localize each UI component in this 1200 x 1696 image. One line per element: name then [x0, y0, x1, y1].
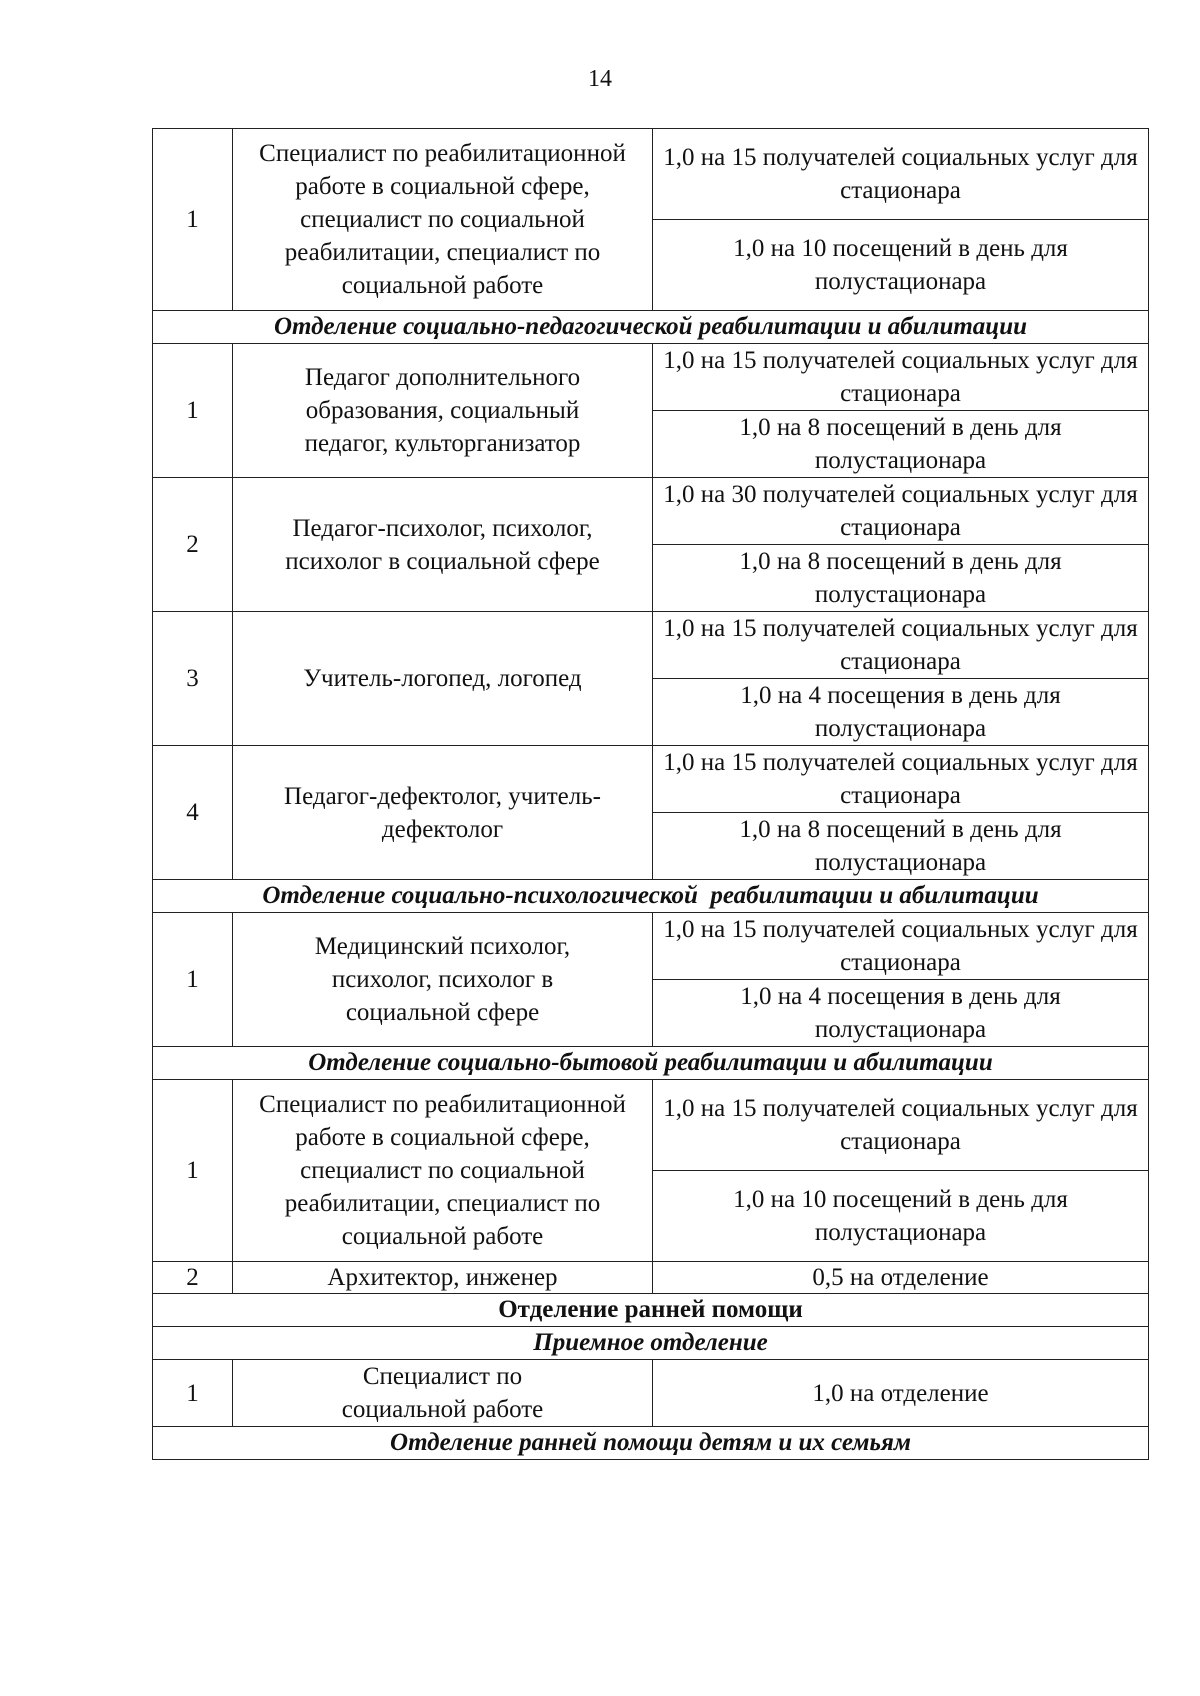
row-number: 2 [153, 1262, 233, 1294]
table-row [153, 1080, 1149, 1171]
section-header [153, 311, 1149, 344]
section-header [153, 1294, 1149, 1327]
table-row [153, 129, 1149, 220]
norm-cell: 1,0 на 8 посещений в день для полустационара [653, 545, 1149, 612]
position-cell: Специалист по социальной работе [233, 1360, 653, 1427]
section-title: Отделение ранней помощи [153, 1294, 1149, 1327]
section-title: Отделение социально-педагогической реабилитации и абилитации [153, 311, 1149, 344]
section-title: Приемное отделение [153, 1327, 1149, 1360]
position-cell: Педагог-психолог, психолог, психолог в социальной сфере [233, 478, 653, 612]
section-header [153, 880, 1149, 913]
table-row [153, 344, 1149, 411]
section-title: Отделение ранней помощи детям и их семьям [153, 1427, 1149, 1460]
position-cell: Специалист по реабилитационной работе в социальной сфере, специалист по социальной реабилитации, специалист по социальной работе [233, 1080, 653, 1262]
section-title: Отделение социально-психологической реабилитации и абилитации [153, 880, 1149, 913]
position-cell: Педагог-дефектолог, учитель-дефектолог [233, 746, 653, 880]
position-cell: Специалист по реабилитационной работе в социальной сфере, специалист по социальной реабилитации, специалист по социальной работе [233, 129, 653, 311]
staffing-table [152, 128, 1149, 1460]
position-cell: Архитектор, инженер [233, 1262, 653, 1294]
table-row [153, 1360, 1149, 1427]
position-cell: Медицинский психолог, психолог, психолог в социальной сфере [233, 913, 653, 1047]
norm-cell: 1,0 на 4 посещения в день для полустационара [653, 679, 1149, 746]
norm-cell: 1,0 на 4 посещения в день для полустационара [653, 980, 1149, 1047]
table-row [153, 478, 1149, 545]
norm-cell: 1,0 на 15 получателей социальных услуг для стационара [653, 344, 1149, 411]
position-cell: Педагог дополнительного образования, социальный педагог, культорганизатор [233, 344, 653, 478]
section-header [153, 1047, 1149, 1080]
section-header [153, 1327, 1149, 1360]
row-number: 1 [153, 1360, 233, 1427]
row-number: 1 [153, 1080, 233, 1262]
position-cell: Учитель-логопед, логопед [233, 612, 653, 746]
norm-cell: 1,0 на 8 посещений в день для полустационара [653, 813, 1149, 880]
norm-cell: 1,0 на 15 получателей социальных услуг для стационара [653, 129, 1149, 220]
norm-cell: 0,5 на отделение [653, 1262, 1149, 1294]
row-number: 4 [153, 746, 233, 880]
norm-cell: 1,0 на 30 получателей социальных услуг для стационара [653, 478, 1149, 545]
section-header [153, 1427, 1149, 1460]
norm-cell: 1,0 на 10 посещений в день для полустационара [653, 1171, 1149, 1262]
norm-cell: 1,0 на отделение [653, 1360, 1149, 1427]
norm-cell: 1,0 на 15 получателей социальных услуг для стационара [653, 746, 1149, 813]
norm-cell: 1,0 на 15 получателей социальных услуг для стационара [653, 1080, 1149, 1171]
table-row [153, 1262, 1149, 1294]
row-number: 1 [153, 344, 233, 478]
row-number: 1 [153, 129, 233, 311]
norm-cell: 1,0 на 15 получателей социальных услуг для стационара [653, 612, 1149, 679]
row-number: 3 [153, 612, 233, 746]
page-number: 14 [588, 66, 612, 92]
norm-cell: 1,0 на 10 посещений в день для полустационара [653, 220, 1149, 311]
table-row [153, 746, 1149, 813]
section-title: Отделение социально-бытовой реабилитации и абилитации [153, 1047, 1149, 1080]
table-row [153, 612, 1149, 679]
row-number: 1 [153, 913, 233, 1047]
row-number: 2 [153, 478, 233, 612]
norm-cell: 1,0 на 8 посещений в день для полустационара [653, 411, 1149, 478]
norm-cell: 1,0 на 15 получателей социальных услуг для стационара [653, 913, 1149, 980]
table-row [153, 913, 1149, 980]
